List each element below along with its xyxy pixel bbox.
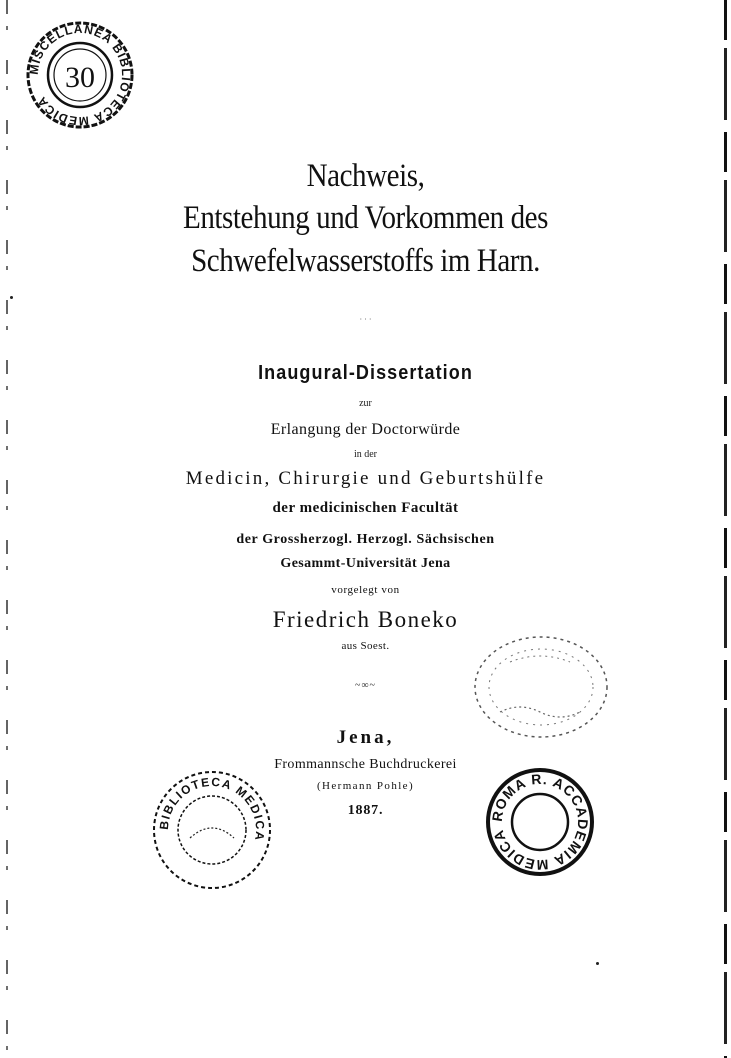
imprint-printer: Frommannsche Buchdruckerei: [274, 757, 457, 772]
university-text: Gesammt-Universität Jena: [280, 556, 451, 571]
faint-oval-stamp: [470, 632, 612, 742]
stamp-ring-text: BIBLIOTECA MEDICA: [156, 774, 268, 843]
divider-dots: · · ·: [359, 315, 372, 324]
erlangung-text: Erlangung der Doctorwürde: [270, 421, 461, 438]
fields-text: Medicin, Chirurgie und Geburtshülfe: [185, 468, 546, 489]
ink-speck: [10, 296, 13, 299]
scan-edge-left: [6, 0, 8, 1058]
ornament-divider: ~∞~: [355, 680, 376, 691]
imprint-city: Jena,: [336, 727, 395, 748]
imprint-owner: (Hermann Pohle): [316, 780, 415, 792]
author-origin: aus Soest.: [341, 640, 390, 652]
zur-text: zur: [359, 398, 372, 409]
academy-stamp-bottom-right: [484, 766, 596, 878]
dissertation-heading: Inaugural-Dissertation: [258, 362, 473, 384]
title-line-2: Entstehung und Vorkommen des: [183, 200, 548, 236]
vorgelegt-text: vorgelegt von: [331, 584, 400, 596]
scan-edge-right: [724, 0, 727, 1058]
state-text: der Grossherzogl. Herzogl. Sächsischen: [236, 532, 495, 547]
stamp-ring-text: ROMA R. ACCADEMIA MEDICA: [488, 770, 592, 874]
faculty-text: der medicinischen Facultät: [272, 500, 459, 516]
title-line-3: Schwefelwasserstoffs im Harn.: [191, 243, 540, 279]
imprint-year: 1887.: [347, 803, 384, 818]
in-der-text: in der: [353, 449, 378, 460]
title-line-1: Nachweis,: [306, 158, 425, 194]
stamp-number: 30: [65, 61, 95, 94]
library-stamp-bottom-left: [150, 768, 274, 892]
author-name: Friedrich Boneko: [272, 607, 459, 632]
svg-text:BIBLIOTECA MEDICA: [157, 775, 267, 843]
stamp-ring-text: MISCELLANEA BIBLIOTECA MEDICA: [26, 21, 134, 129]
ink-speck: [596, 962, 599, 965]
library-stamp-top-left: [24, 14, 136, 136]
